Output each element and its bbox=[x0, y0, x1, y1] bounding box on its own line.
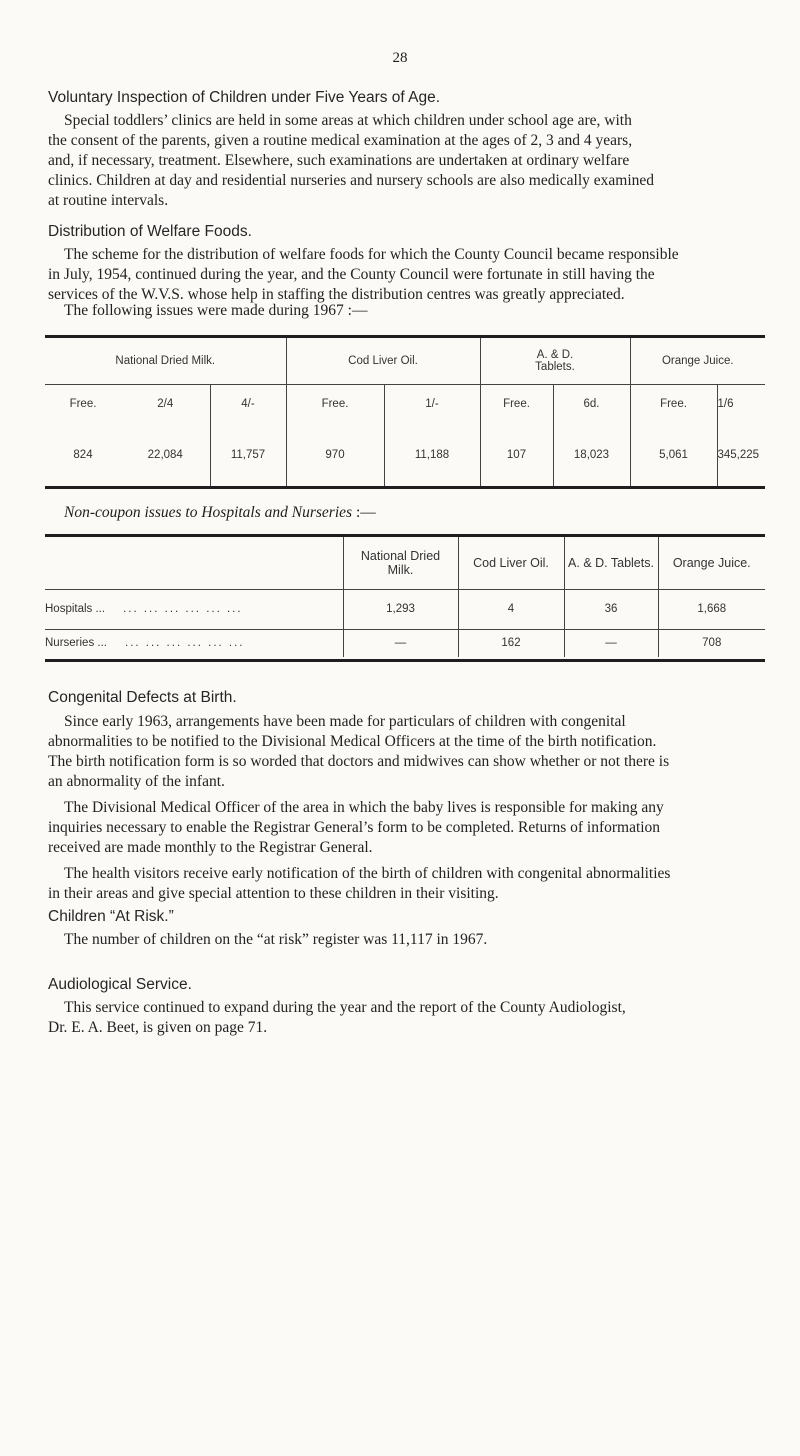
subheader-cell: Free. bbox=[286, 384, 384, 424]
column-header: A. & D. Tablets. bbox=[564, 537, 658, 589]
welfare-line: services of the W.V.S. whose help in staffing the distribution centres was greatly appreciated. bbox=[48, 286, 625, 303]
congenital-heading: Congenital Defects at Birth. bbox=[48, 689, 237, 706]
welfare-line: in July, 1954, continued during the year, and the County Council were fortunate in still having the bbox=[48, 266, 655, 283]
congenital-line: an abnormality of the infant. bbox=[48, 773, 225, 790]
value-cell: 824 bbox=[73, 449, 93, 461]
group-header: A. & D. Tablets. bbox=[480, 338, 630, 384]
voluntary-heading: Voluntary Inspection of Children under Five Years of Age. bbox=[48, 89, 441, 106]
voluntary-line: Special toddlers’ clinics are held in some areas at which children under school age are, with bbox=[64, 112, 632, 129]
non-coupon-table bbox=[45, 537, 765, 657]
subheader-cell: 6d. bbox=[553, 384, 630, 424]
value-cell: — bbox=[343, 629, 458, 657]
congenital-line: The health visitors receive early notification of the birth of children with congenital abnormalities bbox=[64, 865, 671, 882]
congenital-line: in their areas and give special attention to these children in their visiting. bbox=[48, 885, 499, 902]
row-label: Hospitals ... ... ... ... ... ... ... bbox=[45, 589, 343, 629]
congenital-line: abnormalities to be notified to the Divisional Medical Officers at the time of the birth notification. bbox=[48, 733, 657, 750]
group-header: Orange Juice. bbox=[630, 338, 765, 384]
subheader-cell: 1/6 bbox=[717, 384, 765, 424]
value-cell: 162 bbox=[458, 629, 564, 657]
value-cell: 4 bbox=[458, 589, 564, 629]
audiological-line: Dr. E. A. Beet, is given on page 71. bbox=[48, 1019, 268, 1036]
welfare-line: The scheme for the distribution of welfare foods for which the County Council became responsible bbox=[64, 246, 679, 263]
congenital-line: inquiries necessary to enable the Registrar General’s form to be completed. Returns of information bbox=[48, 819, 661, 836]
audiological-heading: Audiological Service. bbox=[48, 976, 192, 993]
table-row bbox=[45, 589, 765, 629]
non-coupon-lead: Non-coupon issues to Hospitals and Nurseries :— bbox=[64, 504, 376, 521]
subheader-cell: 1/- bbox=[384, 384, 480, 424]
table-rule bbox=[45, 486, 765, 489]
column-header: National Dried Milk. bbox=[343, 537, 458, 589]
congenital-line: The Divisional Medical Officer of the area in which the baby lives is responsible for making any bbox=[64, 799, 664, 816]
value-cell: 36 bbox=[564, 589, 658, 629]
subheader-cell: Free. bbox=[480, 384, 553, 424]
value-cell: 11,188 bbox=[384, 424, 480, 486]
issues-lead: The following issues were made during 1967 :— bbox=[64, 302, 368, 319]
issues-table bbox=[45, 338, 765, 486]
voluntary-line: clinics. Children at day and residential nurseries and nursery schools are also medically examined bbox=[48, 172, 655, 189]
voluntary-line: and, if necessary, treatment. Elsewhere, such examinations are undertaken at ordinary welfare bbox=[48, 152, 630, 169]
congenital-line: Since early 1963, arrangements have been made for particulars of children with congenital bbox=[64, 713, 626, 730]
value-cell: 22,084 bbox=[147, 449, 183, 461]
value-cell: 18,023 bbox=[553, 424, 630, 486]
voluntary-line: at routine intervals. bbox=[48, 192, 169, 209]
page-number: 28 bbox=[392, 50, 408, 66]
value-cell: 5,061 bbox=[630, 424, 717, 486]
audiological-line: This service continued to expand during the year and the report of the County Audiologist, bbox=[64, 999, 626, 1016]
value-cell: 970 bbox=[286, 424, 384, 486]
value-cell: 11,757 bbox=[210, 424, 286, 486]
subheader-cell: Free. bbox=[630, 384, 717, 424]
value-cell: 1,668 bbox=[658, 589, 765, 629]
table-row bbox=[45, 629, 765, 657]
corner-cell bbox=[45, 537, 343, 589]
group-header: Cod Liver Oil. bbox=[286, 338, 480, 384]
value-cell: 708 bbox=[658, 629, 765, 657]
welfare-paragraph bbox=[48, 245, 793, 305]
column-header: Orange Juice. bbox=[658, 537, 765, 589]
at-risk-paragraph bbox=[48, 930, 793, 950]
voluntary-paragraph bbox=[48, 111, 793, 211]
group-header: National Dried Milk. bbox=[115, 354, 216, 367]
congenital-line: received are made monthly to the Registrar General. bbox=[48, 839, 373, 856]
audiological-paragraph bbox=[48, 998, 793, 1038]
at-risk-heading: Children “At Risk.” bbox=[48, 908, 174, 925]
welfare-heading: Distribution of Welfare Foods. bbox=[48, 223, 252, 240]
row-label: Nurseries ... ... ... ... ... ... ... bbox=[45, 629, 343, 657]
subheader-cell: Free. bbox=[45, 384, 121, 424]
column-header: Cod Liver Oil. bbox=[458, 537, 564, 589]
congenital-line: The birth notification form is so worded that doctors and midwives can show whether or not there is bbox=[48, 753, 670, 770]
value-cell: 345,225 bbox=[717, 424, 765, 486]
congenital-paragraph bbox=[48, 712, 793, 904]
value-cell: 107 bbox=[480, 424, 553, 486]
subheader-cell: 2/4 bbox=[121, 384, 210, 424]
table-rule bbox=[45, 659, 765, 662]
voluntary-line: the consent of the parents, given a routine medical examination at the ages of 2, 3 and 4 years, bbox=[48, 132, 633, 149]
at-risk-line: The number of children on the “at risk” register was 11,117 in 1967. bbox=[64, 931, 488, 948]
value-cell: — bbox=[564, 629, 658, 657]
value-cell: 1,293 bbox=[343, 589, 458, 629]
subheader-cell: 4/- bbox=[210, 384, 286, 424]
